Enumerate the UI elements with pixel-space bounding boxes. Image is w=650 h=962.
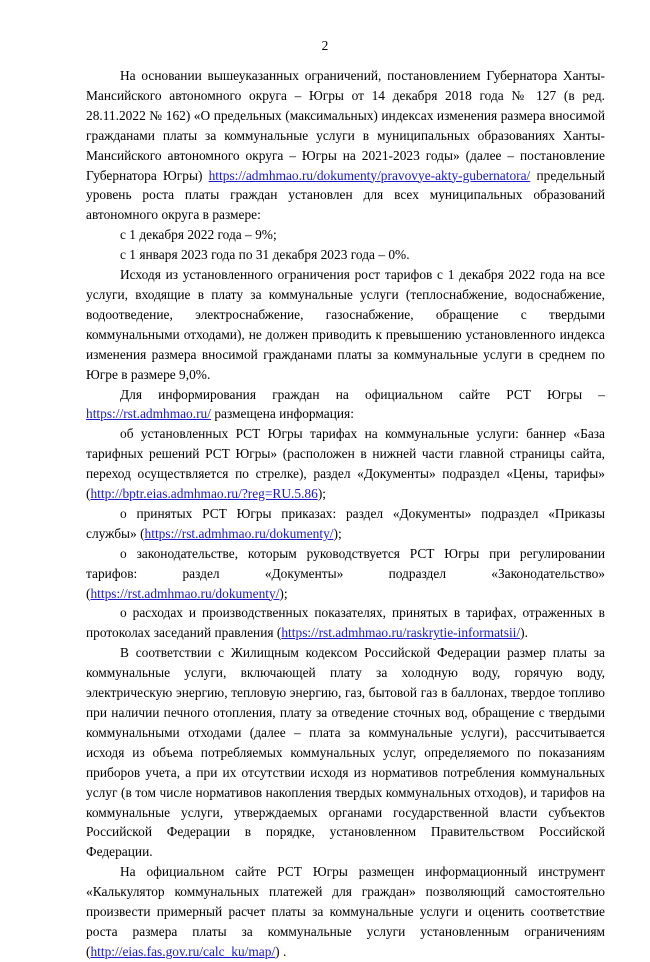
paragraph-text: На официальном сайте РСТ Югры размещен информационный инструмент «Калькулятор коммунальных платежей для граждан» позволяющий самостоятельно произвести примерный расчет платы за коммунальные услуги и оценить соответствие роста размера платы за коммунальные услуги установленным ограничениям ( — [86, 864, 605, 959]
link-documents-orders[interactable]: https://rst.admhmao.ru/dokumenty/ — [144, 525, 334, 541]
paragraph-text: ) . — [275, 943, 287, 959]
paragraph-governor-decree — [86, 66, 605, 225]
paragraph-rate-2023: с 1 января 2023 года по 31 декабря 2023 года – 0%. — [120, 247, 410, 263]
link-rst-site[interactable]: https://rst.admhmao.ru/ — [86, 406, 211, 422]
paragraph-housing-code: В соответствии с Жилищным кодексом Российской Федерации размер платы за коммунальные услуги, включающей плату за холодную воду, горячую воду, электрическую энергию, тепловую энергию, газ, бытовой газ в баллонах, твердое топливо при наличии печного отопления, плату за отведение сточных вод, обращение с твердыми коммунальными отходами (далее – плата за коммунальные услуги), рассчитывается исходя из объема потребляемых коммунальных услуг, определяемого по показаниям приборов учета, а при их отсутствии исходя из нормативов потребления коммунальных услуг (в том числе нормативов накопления твердых коммунальных отходов), и тарифов на коммунальные услуги, утверждаемых органами государственной власти субъектов Российской Федерации в порядке, установленном Правительством Российской Федерации. — [86, 645, 605, 860]
paragraph-orders-info — [86, 504, 605, 544]
paragraph-text: об установленных РСТ Югры тарифах на коммунальные услуги: баннер «База тарифных решений РСТ Югры» (расположен в нижней части главной страницы сайта, переход осуществляется по стрелке), раздел «Документы» подраздел «Цены, тарифы» ( — [86, 426, 605, 502]
paragraph-text: На основании вышеуказанных ограничений, постановлением Губернатора Ханты-Мансийского автономного округа – Югры от 14 декабря 2018 года № 127 (в ред. 28.11.2022 № 162) «О предельных (максимальных) индексах изменения размера вносимой гражданами платы за коммунальные услуги в муниципальных образованиях Ханты-Мансийского автономного округа – Югры на 2021-2023 годы» (далее – постановление Губернатора Югры) — [86, 68, 605, 183]
paragraph-tariffs-info — [86, 424, 605, 504]
link-tariff-base[interactable]: http://bptr.eias.admhmao.ru/?reg=RU.5.86 — [90, 486, 318, 502]
paragraph-text: о принятых РСТ Югры приказах: раздел «Документы» подраздел «Приказы службы» ( — [86, 505, 605, 541]
document-body — [86, 66, 605, 962]
paragraph-text: размещена информация: — [210, 406, 354, 422]
paragraph-text: о законодательстве, которым руководствуется РСТ Югры при регулировании тарифов: раздел «Документы» подраздел «Законодательство» ( — [86, 545, 605, 601]
paragraph-text: ); — [317, 486, 326, 502]
paragraph-expenses-info — [86, 603, 605, 643]
link-disclosure[interactable]: https://rst.admhmao.ru/raskrytie-informatsii/ — [281, 625, 521, 641]
paragraph-text: ). — [520, 625, 528, 641]
paragraph-text: предельный уровень роста платы граждан установлен для всех муниципальных образований автономного округа в размере: — [86, 167, 605, 223]
paragraph-text: о расходах и производственных показателях, принятых в тарифах, отраженных в протоколах заседаний правления ( — [86, 605, 605, 641]
paragraph-calculator — [86, 862, 605, 962]
paragraph-text: ); — [279, 585, 288, 601]
link-documents-legislation[interactable]: https://rst.admhmao.ru/dokumenty/ — [90, 585, 280, 601]
paragraph-legislation-info — [86, 544, 605, 604]
paragraph-rate-dec-2022: с 1 декабря 2022 года – 9%; — [120, 227, 277, 243]
link-calculator[interactable]: http://eias.fas.gov.ru/calc_ku/map/ — [90, 943, 276, 959]
link-governor-acts[interactable]: https://admhmao.ru/dokumenty/pravovye-akty-gubernatora/ — [208, 167, 531, 183]
paragraph-text: Для информирования граждан на официальном сайте РСТ Югры – — [120, 386, 605, 402]
page-number: 2 — [321, 38, 329, 53]
paragraph-tariff-growth: Исходя из установленного ограничения рост тарифов с 1 декабря 2022 года на все услуги, входящие в плату за коммунальные услуги (теплоснабжение, водоснабжение, водоотведение, электроснабжение, газоснабжение, обращение с твердыми коммунальными отходами), не должен приводить к превышению установленного индекса изменения размера вносимой гражданами платы за коммунальные услуги в среднем по Югре в размере 9,0%. — [86, 267, 605, 382]
paragraph-text: ); — [333, 525, 342, 541]
paragraph-info-site — [86, 385, 605, 425]
